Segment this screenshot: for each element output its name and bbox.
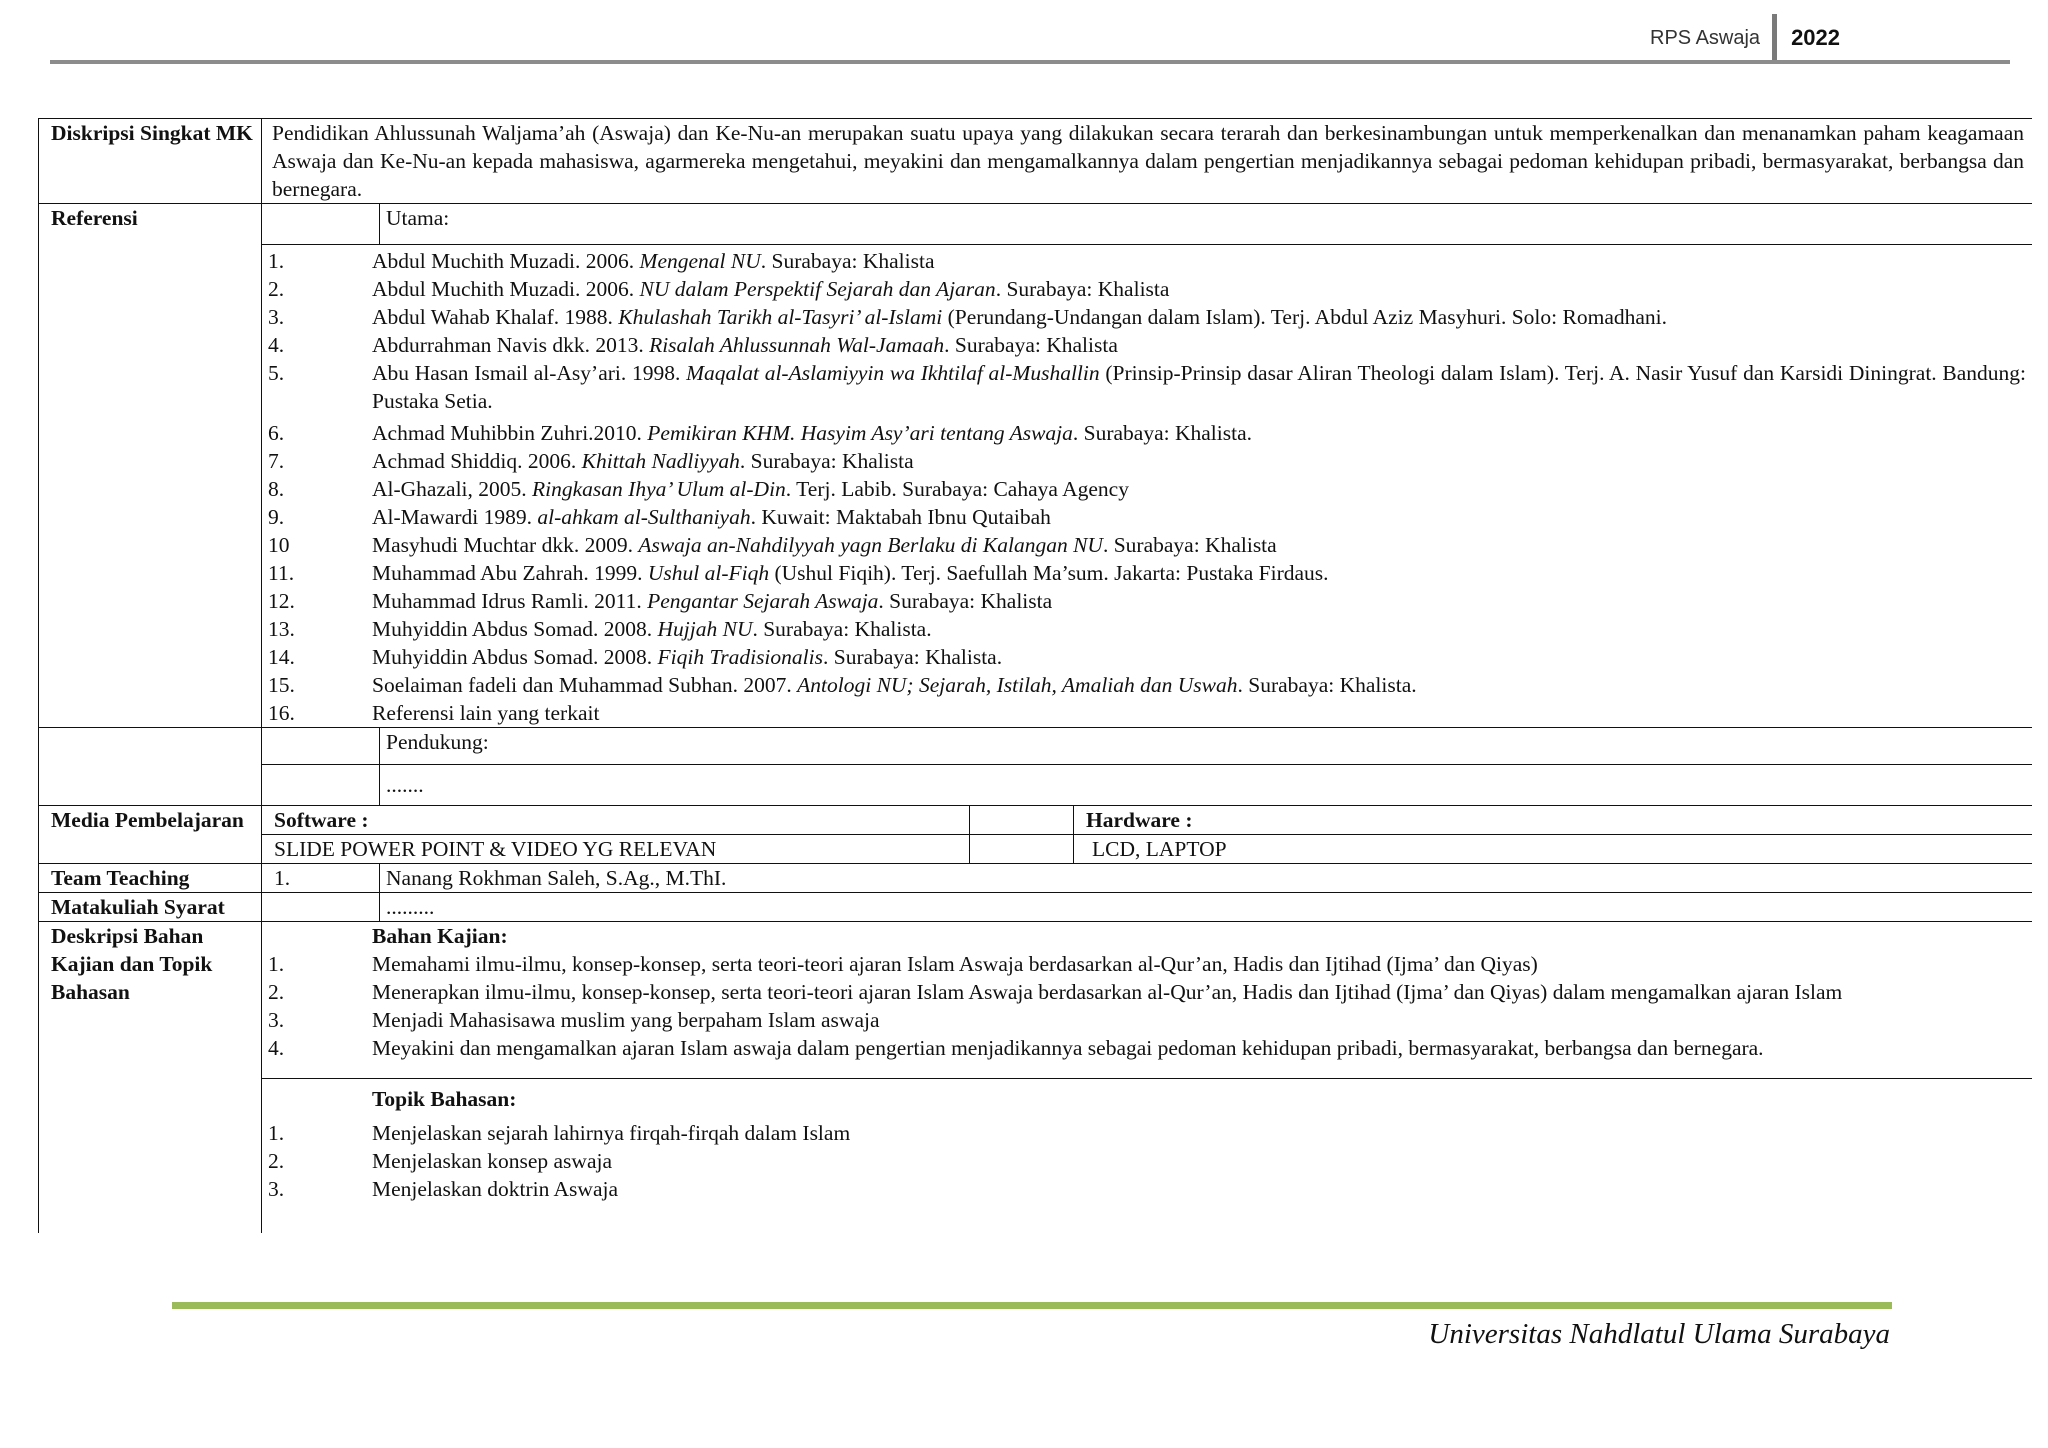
reference-author: Abdurrahman Navis dkk. 2013. (372, 333, 650, 357)
reference-text (372, 671, 2032, 699)
bahan-kajian-item (262, 978, 2032, 1006)
bahan-kajian-item (262, 1006, 2032, 1034)
description-text: Pendidikan Ahlussunah Waljama’ah (Aswaja) dan Ke-Nu-an merupakan suatu upaya yang dilakukan secara terarah dan berkesinambungan untuk memperkenalkan dan menanamkan paham keagamaan Aswaja dan Ke-Nu-an kepada mahasiswa, agarmereka mengetahui, meyakini dan mengamalkannya dalam pengertian menjadikannya sebagai pedoman kehidupan pribadi, bermasyarakat, berbangsa dan bernegara. (262, 119, 2033, 204)
team-teaching-label: Team Teaching (39, 864, 262, 893)
reference-publisher: . Surabaya: Khalista. (822, 645, 1003, 669)
pendukung-value: ....... (380, 765, 2033, 806)
empty-cell (262, 204, 380, 245)
bahan-kajian-text: Menerapkan ilmu-ilmu, konsep-konsep, serta teori-teori ajaran Islam Aswaja berdasarkan al-Qur’an, Hadis dan Ijtihad (Ijma’ dan Qiyas) dalam mengamalkan ajaran Islam (372, 980, 1843, 1004)
reference-publisher: (Perundang-Undangan dalam Islam). Terj. Abdul Aziz Masyhuri. Solo: Romadhani. (942, 305, 1668, 329)
reference-author: Al-Mawardi 1989. (372, 505, 538, 529)
reference-book-title: Pemikiran KHM. Hasyim Asy’ari tentang Aswaja (647, 421, 1073, 445)
reference-item (262, 615, 2032, 643)
bahan-kajian-item (262, 950, 2032, 978)
reference-number: 12. (268, 589, 295, 613)
row-referensi-list (39, 245, 2033, 728)
reference-text (372, 559, 2032, 587)
topik-bahasan-number: 2. (268, 1149, 285, 1173)
reference-item (262, 359, 2032, 415)
reference-book-title: Pengantar Sejarah Aswaja (647, 589, 879, 613)
empty-cell (262, 765, 380, 806)
reference-book-title: NU dalam Perspektif Sejarah dan Ajaran (639, 277, 996, 301)
footer-institution: Universitas Nahdlatul Ulama Surabaya (1428, 1318, 1890, 1350)
referensi-label: Referensi (39, 204, 262, 728)
reference-item (262, 447, 2032, 475)
footer-rule (172, 1302, 1892, 1309)
reference-number: 6. (268, 421, 285, 445)
reference-item (262, 699, 2032, 727)
topik-bahasan-number: 3. (268, 1177, 285, 1201)
pendukung-label: Pendukung: (380, 728, 2033, 765)
empty-cell (39, 728, 262, 806)
reference-author: Soelaiman fadeli dan Muhammad Subhan. 2007. (372, 673, 798, 697)
reference-author: Muhammad Idrus Ramli. 2011. (372, 589, 648, 613)
reference-book-title: Mengenal NU (639, 249, 761, 273)
reference-text (372, 247, 2032, 275)
software-value: SLIDE POWER POINT & VIDEO YG RELEVAN (262, 835, 970, 864)
reference-number: 3. (268, 305, 285, 329)
empty-cell (262, 893, 380, 922)
reference-item (262, 531, 2032, 559)
reference-number: 10 (268, 533, 290, 557)
topik-bahasan-number: 1. (268, 1121, 285, 1145)
topik-bahasan-text: Menjelaskan konsep aswaja (372, 1149, 613, 1173)
matakuliah-syarat-label: Matakuliah Syarat (39, 893, 262, 922)
reference-text (372, 475, 2032, 503)
reference-author: Muhyiddin Abdus Somad. 2008. (372, 645, 658, 669)
rps-table (38, 118, 2032, 1233)
reference-item (262, 503, 2032, 531)
reference-publisher: (Prinsip-Prinsip dasar Aliran Theologi dalam Islam). Terj. A. Nasir Yusuf dan Karsidi Diningrat. Bandung: Pustaka Setia. (372, 361, 2027, 413)
reference-number: 9. (268, 505, 285, 529)
reference-number: 13. (268, 617, 295, 641)
reference-text (372, 447, 2032, 475)
empty-cell (970, 835, 1074, 864)
reference-book-title: Fiqih Tradisionalis (657, 645, 823, 669)
row-media-software (39, 806, 2033, 835)
reference-text (372, 699, 2032, 727)
reference-publisher: . Surabaya: Khalista (878, 589, 1053, 613)
row-media-values (39, 835, 2033, 864)
topik-bahasan-item (262, 1175, 2032, 1203)
utama-label: Utama: (380, 204, 2033, 245)
topik-bahasan-text: Menjelaskan sejarah lahirnya firqah-firqah dalam Islam (372, 1121, 851, 1145)
bahan-kajian-cell (262, 922, 2033, 1079)
reference-book-title: Antologi NU; Sejarah, Istilah, Amaliah dan Uswah (797, 673, 1238, 697)
hardware-label: Hardware : (1074, 806, 2033, 835)
bahan-kajian-number: 1. (268, 952, 285, 976)
bahan-kajian-label: Bahan Kajian: (372, 924, 508, 948)
row-topik-bahasan (39, 1079, 2033, 1234)
reference-text (372, 615, 2032, 643)
topik-bahasan-item (262, 1119, 2032, 1147)
team-teaching-value: Nanang Rokhman Saleh, S.Ag., M.ThI. (380, 864, 2033, 893)
reference-author: Al-Ghazali, 2005. (372, 477, 533, 501)
reference-text (372, 587, 2032, 615)
reference-book-title: Ushul al-Fiqh (647, 561, 770, 585)
reference-book-title: Ringkasan Ihya’ Ulum al-Din (532, 477, 786, 501)
bahan-kajian-item (262, 1034, 2032, 1062)
reference-book-title: Maqalat al-Aslamiyyin wa Ikhtilaf al-Mushallin (686, 361, 1100, 385)
document-year: 2022 (1791, 25, 1841, 50)
reference-number: 14. (268, 645, 295, 669)
team-teaching-number: 1. (262, 864, 380, 893)
reference-item (262, 303, 2032, 331)
row-matakuliah-syarat (39, 893, 2033, 922)
reference-publisher: . Surabaya: Khalista (739, 449, 914, 473)
bahan-kajian-number: 4. (268, 1036, 285, 1060)
reference-publisher: (Ushul Fiqih). Terj. Saefullah Ma’sum. Jakarta: Pustaka Firdaus. (769, 561, 1329, 585)
row-referensi-utama (39, 204, 2033, 245)
reference-book-title: Aswaja an-Nahdilyyah yagn Berlaku di Kalangan NU (638, 533, 1103, 557)
reference-publisher: . Surabaya: Khalista (944, 333, 1118, 357)
reference-publisher: . Surabaya: Khalista. (1237, 673, 1417, 697)
reference-number: 5. (268, 361, 285, 385)
reference-text (372, 531, 2032, 559)
reference-item (262, 559, 2032, 587)
reference-number: 2. (268, 277, 285, 301)
reference-number: 16. (268, 701, 295, 725)
reference-text (372, 643, 2032, 671)
reference-number: 11. (268, 561, 295, 585)
reference-author: Achmad Shiddiq. 2006. (372, 449, 582, 473)
matakuliah-syarat-value: ......... (380, 893, 2033, 922)
reference-author: Muhammad Abu Zahrah. 1999. (372, 561, 648, 585)
topik-bahasan-item (262, 1147, 2032, 1175)
reference-author: Abdul Muchith Muzadi. 2006. (372, 277, 640, 301)
row-bahan-kajian (39, 922, 2033, 1079)
page-header (1650, 14, 1840, 62)
reference-item (262, 275, 2032, 303)
reference-item (262, 247, 2032, 275)
bahan-kajian-number: 2. (268, 980, 285, 1004)
reference-author: Achmad Muhibbin Zuhri.2010. (372, 421, 648, 445)
reference-text (372, 275, 2032, 303)
hardware-value: LCD, LAPTOP (1074, 835, 2033, 864)
document-title: RPS Aswaja (1650, 26, 1761, 49)
topik-bahasan-text: Menjelaskan doktrin Aswaja (372, 1177, 619, 1201)
header-rule (50, 60, 2010, 64)
empty-cell (262, 728, 380, 765)
reference-publisher: . Surabaya: Khalista (760, 249, 935, 273)
description-label: Diskripsi Singkat MK (39, 119, 262, 204)
row-team-teaching (39, 864, 2033, 893)
reference-number: 8. (268, 477, 285, 501)
reference-number: 4. (268, 333, 285, 357)
reference-book-title: Khittah Nadliyyah (581, 449, 740, 473)
reference-publisher: . Surabaya: Khalista. (752, 617, 932, 641)
reference-item (262, 419, 2032, 447)
reference-item (262, 331, 2032, 359)
reference-publisher: . Surabaya: Khalista. (1072, 421, 1253, 445)
bahan-kajian-text: Menjadi Mahasisawa muslim yang berpaham Islam aswaja (372, 1008, 880, 1032)
reference-author: Abu Hasan Ismail al-Asy’ari. 1998. (372, 361, 687, 385)
bahan-kajian-number: 3. (268, 1008, 285, 1032)
reference-publisher: . Surabaya: Khalista (1102, 533, 1277, 557)
topik-bahasan-label: Topik Bahasan: (372, 1087, 517, 1111)
reference-text (372, 419, 2032, 447)
row-pendukung (39, 728, 2033, 765)
reference-book-title: Hujjah NU (657, 617, 753, 641)
reference-text (372, 303, 2032, 331)
reference-author: Muhyiddin Abdus Somad. 2008. (372, 617, 658, 641)
bahan-kajian-text: Meyakini dan mengamalkan ajaran Islam aswaja dalam pengertian menjadikannya sebagai pedoman kehidupan pribadi, bermasyarakat, berbangsa dan bernegara. (372, 1036, 1764, 1060)
row-pendukung-value (39, 765, 2033, 806)
reference-text (372, 503, 2032, 531)
reference-book-title: Risalah Ahlussunnah Wal-Jamaah (649, 333, 945, 357)
reference-text (372, 331, 2032, 359)
row-description (39, 119, 2033, 204)
deskripsi-label: Deskripsi Bahan Kajian dan Topik Bahasan (39, 922, 262, 1234)
reference-publisher: . Surabaya: Khalista (995, 277, 1170, 301)
reference-author: Abdul Wahab Khalaf. 1988. (372, 305, 619, 329)
software-label: Software : (262, 806, 970, 835)
media-label: Media Pembelajaran (39, 806, 262, 864)
reference-number: 1. (268, 249, 285, 273)
topik-bahasan-cell (262, 1079, 2033, 1234)
reference-author: Abdul Muchith Muzadi. 2006. (372, 249, 640, 273)
reference-number: 15. (268, 673, 295, 697)
reference-item (262, 587, 2032, 615)
reference-book-title: Khulashah Tarikh al-Tasyri’ al-Islami (618, 305, 943, 329)
empty-cell (970, 806, 1074, 835)
reference-author: Masyhudi Muchtar dkk. 2009. (372, 533, 639, 557)
reference-item (262, 643, 2032, 671)
rps-table-frame (38, 118, 2032, 1268)
reference-publisher: . Terj. Labib. Surabaya: Cahaya Agency (785, 477, 1129, 501)
bahan-kajian-text: Memahami ilmu-ilmu, konsep-konsep, serta teori-teori ajaran Islam Aswaja berdasarkan al-Qur’an, Hadis dan Ijtihad (Ijma’ dan Qiyas) (372, 952, 1538, 976)
reference-publisher: . Kuwait: Maktabah Ibnu Qutaibah (750, 505, 1051, 529)
reference-author: Referensi lain yang terkait (372, 701, 600, 725)
reference-number: 7. (268, 449, 285, 473)
reference-text (372, 359, 2032, 415)
reference-item (262, 671, 2032, 699)
reference-book-title: al-ahkam al-Sulthaniyah (537, 505, 751, 529)
reference-list (262, 245, 2033, 728)
reference-item (262, 475, 2032, 503)
